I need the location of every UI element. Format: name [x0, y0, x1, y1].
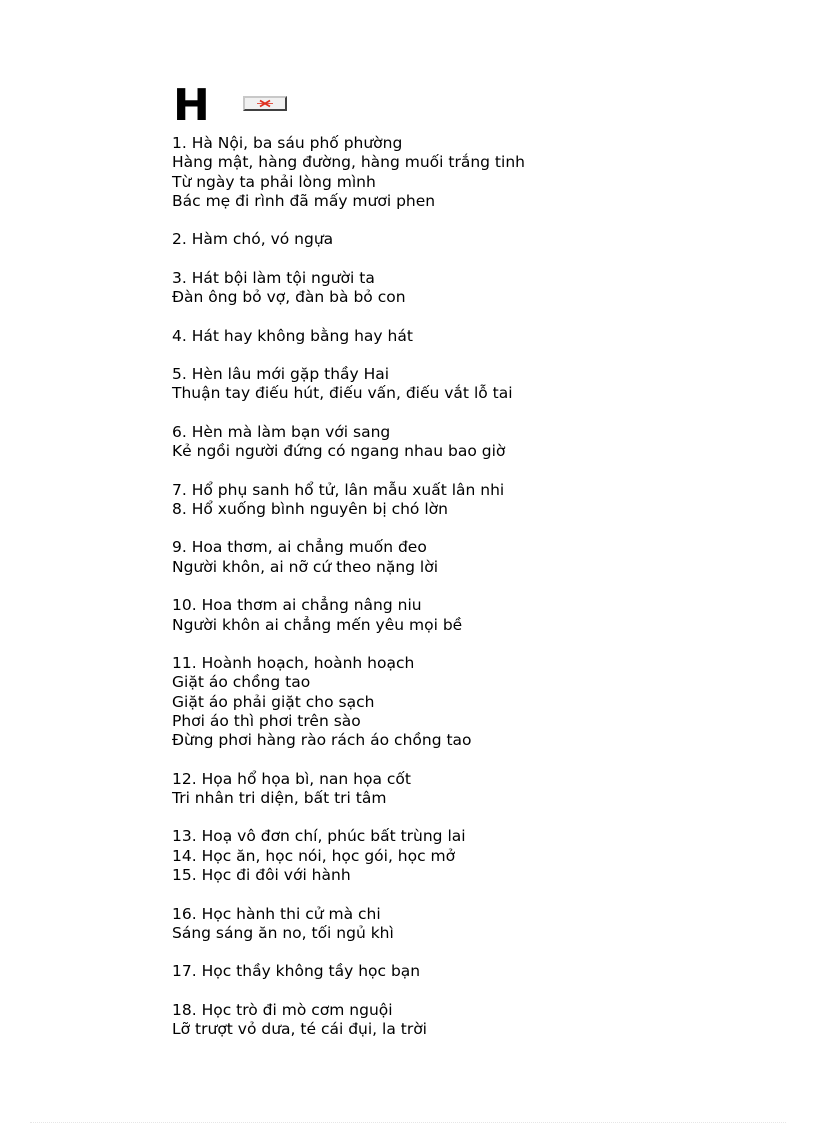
proverb-line: 15. Học đi đôi với hành	[172, 866, 351, 885]
proverb-line: 4. Hát hay không bằng hay hát	[172, 326, 413, 345]
proverb-entry	[172, 1001, 772, 1040]
proverb-entry	[172, 905, 772, 944]
proverb-line: 16. Học hành thi cử mà chi	[172, 904, 381, 923]
proverb-entry	[172, 134, 772, 211]
section-letter: H	[173, 80, 210, 131]
proverb-line: 11. Hoành hoạch, hoành hoạch	[172, 654, 415, 673]
proverb-line: 14. Học ăn, học nói, học gói, học mở	[172, 846, 456, 865]
proverb-list	[172, 134, 772, 1059]
broken-image-icon	[243, 96, 287, 111]
proverb-line: 7. Hổ phụ sanh hổ tử, lân mẫu xuất lân nhi	[172, 480, 505, 499]
proverb-line: 9. Hoa thơm, ai chẳng muốn đeo	[172, 538, 427, 557]
proverb-entry	[172, 596, 772, 635]
proverb-line: 10. Hoa thơm ai chẳng nâng niu	[172, 596, 422, 615]
proverb-entry	[172, 269, 772, 308]
proverb-line: Giặt áo chồng tao	[172, 673, 311, 692]
proverb-line: Đàn ông bỏ vợ, đàn bà bỏ con	[172, 288, 406, 307]
proverb-line: Lỡ trượt vỏ dưa, té cái đụi, la trời	[172, 1020, 427, 1039]
proverb-line: 6. Hèn mà làm bạn với sang	[172, 422, 391, 441]
proverb-line: Đừng phơi hàng rào rách áo chồng tao	[172, 731, 472, 750]
proverb-entry	[172, 327, 772, 346]
broken-image-x-icon	[255, 99, 275, 108]
proverb-entry	[172, 230, 772, 249]
proverb-line: 8. Hổ xuống bình nguyên bị chó lờn	[172, 499, 448, 518]
proverb-line: 3. Hát bội làm tội người ta	[172, 268, 375, 287]
proverb-line: Kẻ ngồi người đứng có ngang nhau bao giờ	[172, 442, 506, 461]
proverb-entry	[172, 770, 772, 809]
proverb-line: 12. Họa hổ họa bì, nan họa cốt	[172, 769, 411, 788]
proverb-entry	[172, 962, 772, 981]
proverb-line: Người khôn, ai nỡ cứ theo nặng lời	[172, 557, 439, 576]
proverb-line: 1. Hà Nội, ba sáu phố phường	[172, 134, 403, 152]
proverb-line: Hàng mật, hàng đường, hàng muối trắng tinh	[172, 153, 525, 172]
proverb-line: 18. Học trò đi mò cơm nguội	[172, 1000, 393, 1019]
proverb-line: Từ ngày ta phải lòng mình	[172, 172, 376, 191]
section-heading	[173, 80, 287, 131]
proverb-line: Phơi áo thì phơi trên sào	[172, 711, 361, 730]
proverb-line: Sáng sáng ăn no, tối ngủ khì	[172, 923, 394, 942]
proverb-line: Thuận tay điếu hút, điếu vấn, điếu vắt lỗ tai	[172, 384, 513, 403]
proverb-line: 5. Hèn lâu mới gặp thầy Hai	[172, 365, 390, 384]
proverb-line: 13. Hoạ vô đơn chí, phúc bất trùng lai	[172, 827, 466, 846]
proverb-line: Giặt áo phải giặt cho sạch	[172, 692, 375, 711]
proverb-line: Tri nhân tri diện, bất tri tâm	[172, 789, 387, 807]
proverb-line: Người khôn ai chẳng mến yêu mọi bề	[172, 615, 463, 634]
proverb-entry	[172, 481, 772, 520]
proverb-entry	[172, 827, 772, 885]
proverb-line: 17. Học thầy không tầy học bạn	[172, 962, 421, 981]
proverb-entry	[172, 423, 772, 462]
proverb-entry	[172, 538, 772, 577]
proverb-entry	[172, 654, 772, 750]
proverb-line: Bác mẹ đi rình đã mấy mươi phen	[172, 191, 436, 210]
proverb-entry	[172, 365, 772, 404]
proverb-line: 2. Hàm chó, vó ngựa	[172, 230, 334, 249]
